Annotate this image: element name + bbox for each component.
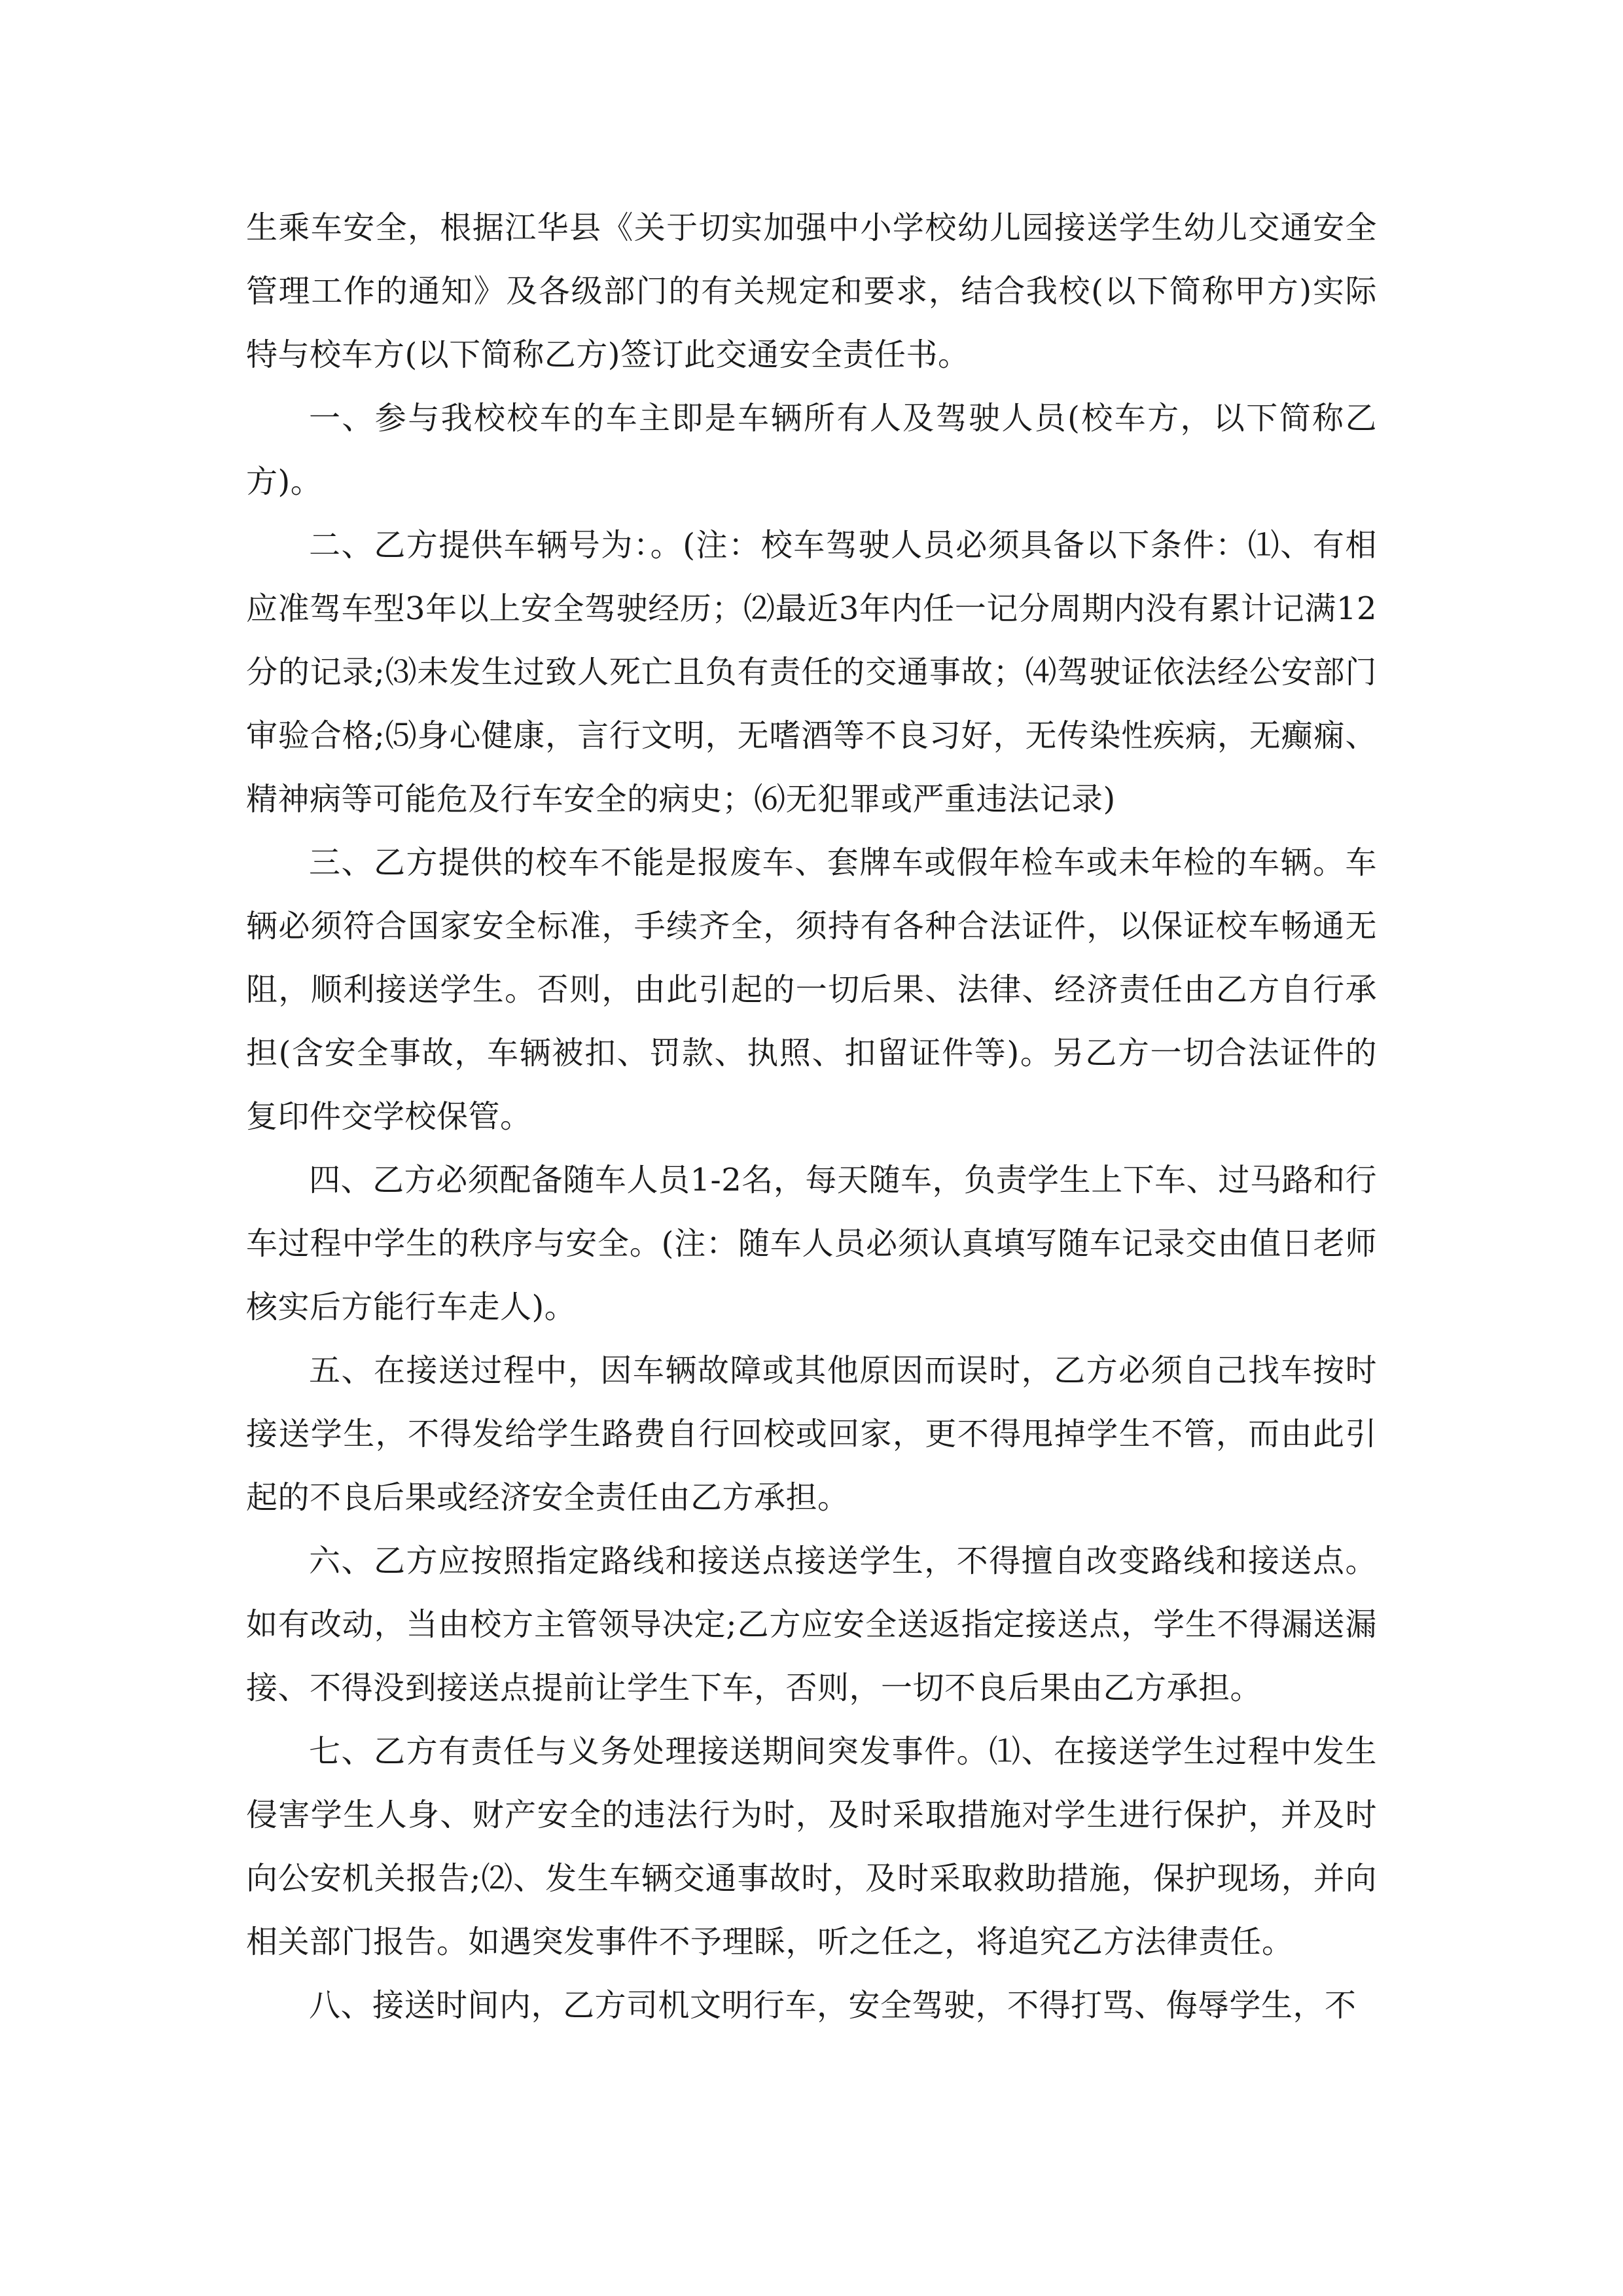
paragraph-clause-7: 七、乙方有责任与义务处理接送期间突发事件。⑴、在接送学生过程中发生侵害学生人身、财产安全的违法行为时，及时采取措施对学生进行保护，并及时向公安机关报告;⑵、发生车辆交通事故时，及时采取救助措施，保护现场，并向相关部门报告。如遇突发事件不予理睬，听之任之，将追究乙方法律责任。: [246, 1733, 1377, 1960]
paragraph-clause-2: 二、乙方提供车辆号为：。(注：校车驾驶人员必须具备以下条件：⑴、有相应准驾车型3年以上安全驾驶经历；⑵最近3年内任一记分周期内没有累计记满12分的记录;⑶未发生过致人死亡且负有责任的交通事故；⑷驾驶证依法经公安部门审验合格;⑸身心健康，言行文明，无嗜酒等不良习好，无传染性疾病，无癫痫、精神病等可能危及行车安全的病史；⑹无犯罪或严重违法记录): [246, 527, 1377, 817]
paragraph-clause-1: 一、参与我校校车的车主即是车辆所有人及驾驶人员(校车方，以下简称乙方)。: [246, 400, 1377, 500]
paragraph-clause-8: 八、接送时间内，乙方司机文明行车，安全驾驶，不得打骂、侮辱学生，不: [309, 1987, 1357, 2024]
paragraph-intro-continuation: 生乘车安全，根据江华县《关于切实加强中小学校幼儿园接送学生幼儿交通安全管理工作的通知》及各级部门的有关规定和要求，结合我校(以下简称甲方)实际特与校车方(以下简称乙方)签订此交通安全责任书。: [246, 209, 1377, 373]
paragraph-clause-3: 三、乙方提供的校车不能是报废车、套牌车或假年检车或未年检的车辆。车辆必须符合国家安全标准，手续齐全，须持有各种合法证件，以保证校车畅通无阻，顺利接送学生。否则，由此引起的一切后果、法律、经济责任由乙方自行承担(含安全事故，车辆被扣、罚款、执照、扣留证件等)。另乙方一切合法证件的复印件交学校保管。: [246, 844, 1377, 1135]
document-body: [246, 196, 1377, 2037]
paragraph-clause-4: 四、乙方必须配备随车人员1-2名，每天随车，负责学生上下车、过马路和行车过程中学生的秩序与安全。(注：随车人员必须认真填写随车记录交由值日老师核实后方能行车走人)。: [246, 1162, 1377, 1325]
paragraph-clause-5: 五、在接送过程中，因车辆故障或其他原因而误时，乙方必须自己找车按时接送学生，不得发给学生路费自行回校或回家，更不得甩掉学生不管，而由此引起的不良后果或经济安全责任由乙方承担。: [246, 1352, 1377, 1516]
paragraph-clause-6: 六、乙方应按照指定路线和接送点接送学生，不得擅自改变路线和接送点。如有改动，当由校方主管领导决定;乙方应安全送返指定接送点，学生不得漏送漏接、不得没到接送点提前让学生下车，否则，一切不良后果由乙方承担。: [246, 1543, 1377, 1706]
